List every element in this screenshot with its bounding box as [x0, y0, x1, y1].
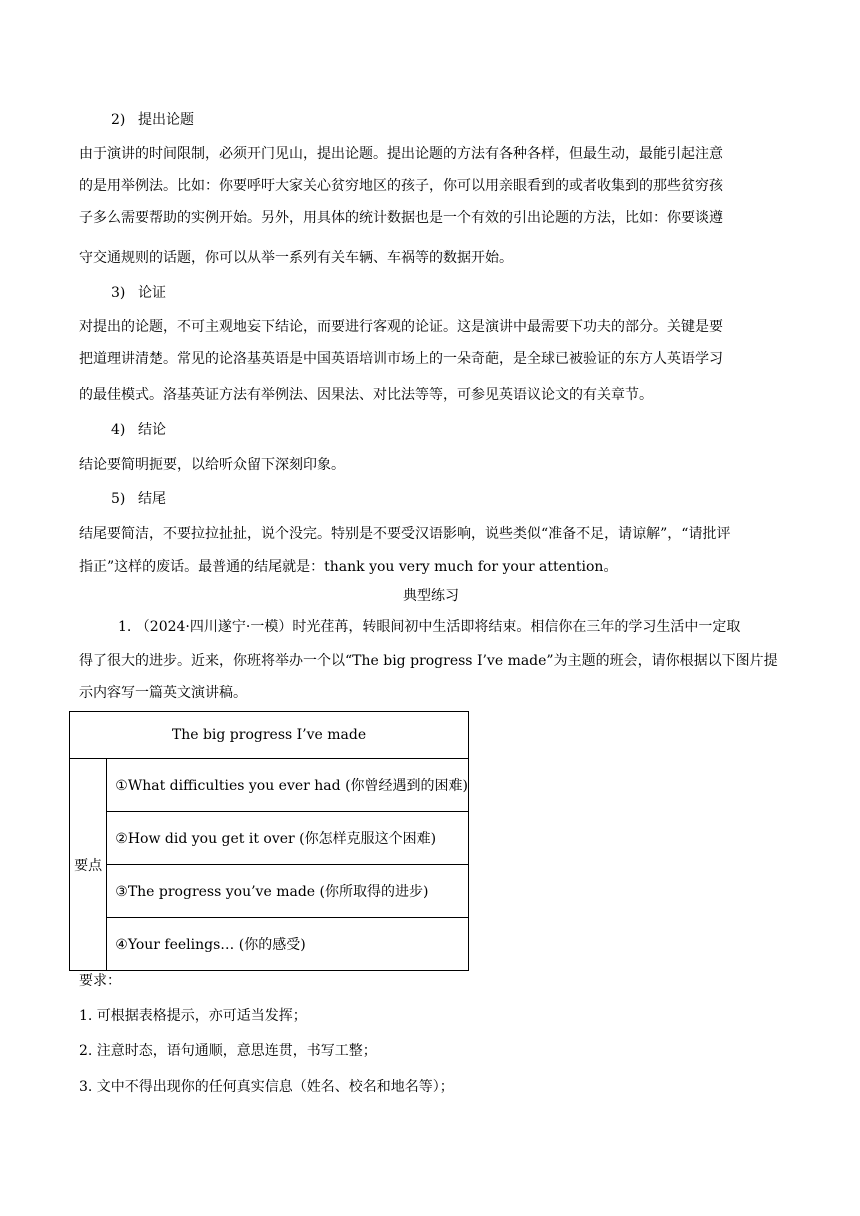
- paragraph-line: 守交通规则的话题，你可以从举一系列有关车辆、车祸等的数据开始。: [79, 250, 513, 266]
- section-number: 3): [111, 285, 126, 301]
- paragraph-line: 的最佳模式。洛基英证方法有举例法、因果法、对比法等等，可参见英语议论文的有关章节。: [79, 387, 653, 403]
- section-title: 提出论题: [138, 112, 194, 128]
- paragraph-line: 的是用举例法。比如：你要呼吁大家关心贫穷地区的孩子，你可以用亲眼看到的或者收集到的那些贫穷孩: [79, 178, 723, 194]
- table-point: ③The progress you’ve made (你所取得的进步): [107, 865, 469, 918]
- paragraph-line: 结论要简明扼要，以给听众留下深刻印象。: [79, 457, 345, 473]
- section-title: 结论: [138, 422, 166, 438]
- exercise-line: 得了很大的进步。近来，你班将举办一个以“The big progress I’ve made”为主题的班会，请你根据以下图片提: [79, 653, 778, 669]
- table-point: ①What difficulties you ever had (你曾经遇到的困难): [107, 759, 469, 812]
- exercise-line: 示内容写一篇英文演讲稿。: [79, 685, 247, 701]
- requirement-item: 3. 文中不得出现你的任何真实信息（姓名、校名和地名等）；: [79, 1079, 454, 1095]
- paragraph-line: 指正”这样的废话。最普通的结尾就是：thank you very much for your attention。: [79, 559, 618, 575]
- requirement-item: 1. 可根据表格提示，亦可适当发挥；: [79, 1008, 307, 1024]
- section-title: 论证: [138, 285, 166, 301]
- paragraph-line: 对提出的论题，不可主观地妄下结论，而要进行客观的论证。这是演讲中最需要下功夫的部分。关键是要: [79, 319, 723, 335]
- section-number: 2): [111, 112, 126, 128]
- table-key-label: 要点: [70, 759, 107, 971]
- paragraph-line: 由于演讲的时间限制，必须开门见山，提出论题。提出论题的方法有各种各样，但最生动，最能引起注意: [79, 146, 723, 162]
- paragraph-line: 把道理讲清楚。常见的论洛基英语是中国英语培训市场上的一朵奇葩，是全球已被验证的东方人英语学习: [79, 351, 723, 367]
- exercise-line: 1. （2024·四川遂宁·一模）时光荏苒，转眼间初中生活即将结束。相信你在三年的学习生活中一定取: [118, 619, 741, 635]
- table-title: The big progress I’ve made: [70, 712, 469, 759]
- requirements-label: 要求：: [79, 973, 121, 989]
- table-point: ④Your feelings… (你的感受): [107, 918, 469, 971]
- exercise-heading: 典型练习: [403, 588, 459, 604]
- section-number: 4): [111, 422, 126, 438]
- requirement-item: 2. 注意时态，语句通顺，意思连贯，书写工整；: [79, 1043, 377, 1059]
- paragraph-line: 子多么需要帮助的实例开始。另外，用具体的统计数据也是一个有效的引出论题的方法，比如：你要谈遵: [79, 210, 723, 226]
- section-title: 结尾: [138, 491, 166, 507]
- section-number: 5): [111, 491, 126, 507]
- paragraph-line: 结尾要简洁，不要拉拉扯扯，说个没完。特别是不要受汉语影响，说些类似“准备不足，请谅解”，“请批评: [79, 526, 731, 542]
- table-point: ②How did you get it over (你怎样克服这个困难): [107, 812, 469, 865]
- prompt-table: [69, 711, 469, 971]
